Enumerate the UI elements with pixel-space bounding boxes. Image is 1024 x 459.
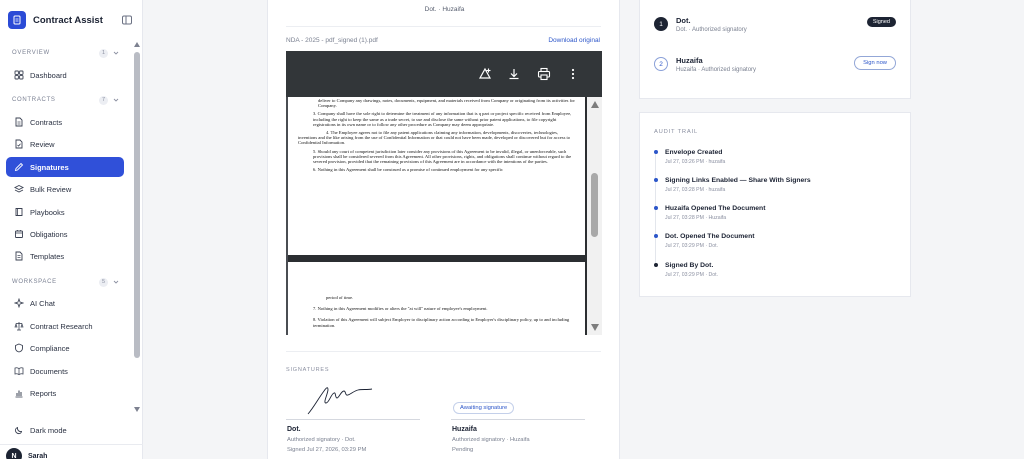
audit-event-meta: Jul 27, 03:28 PM · huzaifa	[665, 187, 726, 193]
layers-icon	[14, 184, 24, 194]
sidebar-item-contract-research[interactable]	[6, 316, 124, 336]
scale-icon	[14, 321, 24, 331]
step-number: 2	[654, 57, 668, 71]
shield-icon	[14, 343, 24, 353]
user-profile[interactable]	[6, 448, 47, 459]
audit-event	[652, 177, 892, 199]
app-logo-icon	[8, 11, 26, 29]
document-icon	[14, 251, 24, 261]
signers-card	[639, 0, 911, 99]
audit-trail-heading: AUDIT TRAIL	[654, 129, 699, 135]
sidebar-item-label: Templates	[30, 251, 65, 261]
pdf-pages	[288, 97, 587, 335]
audit-event-meta: Jul 27, 03:29 PM · Dot.	[665, 272, 719, 278]
sidebar-collapse-icon[interactable]	[121, 13, 133, 25]
sidebar-item-label: Review	[30, 139, 55, 149]
signer-name: Huzaifa	[452, 426, 477, 433]
pdf-page-text	[298, 295, 575, 328]
pdf-paragraph: 5. Should any court of competent jurisdiction later consider any provisions of this Agreement to be invalid, illegal, or unenforceable, such provisions shall be considered severed from this Agreement. All other provisions, rights, and obligations shall continue without regard to the severed provision, provided that the remaining provisions of this Agreement are in accordance with the intentions of the parties.	[313, 148, 572, 165]
signer-row	[654, 54, 899, 82]
signer-name: Dot.	[287, 426, 301, 433]
signed-badge: Signed	[867, 17, 896, 27]
audit-event-meta: Jul 27, 03:29 PM · Dot.	[665, 243, 719, 249]
user-name: Sarah	[28, 452, 48, 459]
audit-event-title: Signed By Dot.	[665, 262, 714, 269]
signer-name: Huzaifa	[676, 56, 703, 65]
file-name: NDA - 2025 - pdf_signed (1).pdf	[286, 37, 378, 44]
sidebar-item-label: Dashboard	[30, 70, 67, 80]
signer-row	[654, 14, 899, 42]
audit-event-title: Signing Links Enabled — Share With Signers	[665, 177, 811, 184]
scrollbar-thumb[interactable]	[591, 173, 598, 237]
more-vertical-icon[interactable]	[566, 67, 580, 81]
pdf-page-text	[298, 98, 575, 172]
signatures-heading: SIGNATURES	[286, 367, 330, 373]
sidebar-item-obligations[interactable]	[6, 224, 124, 244]
brand[interactable]	[8, 9, 103, 31]
sidebar-item-label: Documents	[30, 366, 68, 376]
timeline-dot	[654, 263, 658, 267]
timeline-dot	[654, 234, 658, 238]
pdf-scrollbar[interactable]	[587, 97, 602, 335]
section-label: WORKSPACE	[12, 279, 57, 285]
pdf-paragraph: 4. The Employee agrees not to file any patent applications claiming any information, developments, discoveries, technologies, inventions and the like arising from the use of Confidential Information or that could not have been made, developed or discovered but for access to Confidential Information.	[298, 130, 571, 146]
file-check-icon	[14, 139, 24, 149]
audit-event	[652, 149, 892, 171]
sidebar-item-review[interactable]	[6, 134, 124, 154]
open-book-icon	[14, 366, 24, 376]
sidebar-item-bulk-review[interactable]	[6, 179, 124, 199]
pdf-toolbar	[286, 51, 602, 97]
audit-event-title: Huzaifa Opened The Document	[665, 205, 766, 212]
sidebar-item-label: Reports	[30, 388, 57, 398]
sidebar-item-playbooks[interactable]	[6, 202, 124, 222]
timeline-dot	[654, 178, 658, 182]
scroll-down-icon[interactable]	[591, 324, 599, 331]
sparkles-icon	[14, 298, 24, 308]
sidebar-item-label: Contracts	[30, 117, 63, 127]
pdf-page	[288, 262, 585, 335]
signer-role: Huzaifa · Authorized signatory	[676, 67, 757, 73]
sidebar-item-label: Contract Research	[30, 321, 93, 331]
sidebar-item-label: AI Chat	[30, 298, 56, 308]
section-label: CONTRACTS	[12, 97, 56, 103]
section-count: 7	[99, 96, 108, 105]
pdf-paragraph: 7. Nothing in this Agreement modifies or alters the "at will" nature of employee's employment.	[313, 306, 488, 312]
signer-role: Dot. · Authorized signatory	[676, 27, 747, 33]
download-original-link[interactable]: Download original	[548, 37, 600, 44]
sidebar	[0, 0, 143, 459]
document-parties: Dot. · Huzaifa	[424, 6, 465, 13]
pdf-paragraph: 8. Violation of this Agreement will subject Employer to disciplinary action according to Employer's disciplinary policy, up to and including termination.	[313, 317, 570, 328]
scroll-up-icon[interactable]	[591, 101, 599, 108]
file-icon	[14, 117, 24, 127]
audit-event-meta: Jul 27, 03:26 PM · huzaifa	[665, 159, 726, 165]
section-contracts[interactable]	[12, 94, 120, 106]
section-count: 5	[99, 278, 108, 287]
scroll-up-icon[interactable]	[134, 42, 140, 47]
sidebar-item-label: Compliance	[30, 343, 70, 353]
bar-chart-icon	[14, 388, 24, 398]
sidebar-item-contracts[interactable]	[6, 112, 124, 132]
sidebar-item-label: Obligations	[30, 229, 68, 239]
audit-event	[652, 233, 892, 255]
section-workspace[interactable]	[12, 276, 120, 288]
audit-event-meta: Jul 27, 03:28 PM · Huzaifa	[665, 215, 727, 221]
sidebar-item-label: Bulk Review	[30, 184, 72, 194]
section-overview[interactable]	[12, 47, 120, 59]
sidebar-item-documents[interactable]	[6, 361, 124, 381]
pdf-paragraph: 6. Nothing in this Agreement shall be construed as a promise of continued employment for any specific	[313, 167, 503, 173]
sidebar-item-templates[interactable]	[6, 246, 124, 266]
signature-line	[286, 419, 420, 420]
dashboard-icon	[14, 70, 24, 80]
audit-trail-card	[639, 112, 911, 297]
chevron-down-icon	[112, 96, 120, 104]
signature-line	[451, 419, 585, 420]
download-icon[interactable]	[507, 67, 521, 81]
handwritten-signature	[306, 381, 376, 417]
dark-mode-label: Dark mode	[30, 425, 67, 435]
divider	[286, 26, 601, 27]
audit-event	[652, 205, 892, 227]
dark-mode-toggle[interactable]	[14, 425, 67, 435]
audit-event-title: Dot. Opened The Document	[665, 233, 755, 240]
signed-date: Signed Jul 27, 2026, 03:29 PM	[287, 447, 367, 453]
divider	[286, 351, 601, 352]
timeline-dot	[654, 206, 658, 210]
pen-icon	[14, 162, 24, 172]
document-card	[267, 0, 620, 459]
step-number: 1	[654, 17, 668, 31]
sidebar-item-reports[interactable]	[6, 383, 124, 403]
pdf-page	[288, 97, 585, 255]
section-label: OVERVIEW	[12, 50, 50, 56]
sidebar-item-compliance[interactable]	[6, 338, 124, 358]
pdf-paragraph: deliver to Company any drawings, notes, documents, equipment, and materials received from Company or originating from its activities for Company.	[318, 98, 575, 109]
sidebar-item-label: Playbooks	[30, 207, 65, 217]
app-name: Contract Assist	[33, 14, 103, 26]
chevron-down-icon	[112, 278, 120, 286]
print-icon[interactable]	[537, 67, 551, 81]
pdf-paragraph: 3. Company shall have the sole right to determine the treatment of any information that is q part or project specific received from Employee, including the right to keep the same as a trade secret, to use and disclose the same without prior patent applications, to file copyright registrations in its own name or to follow any other procedure as Company may deem appropriate.	[313, 111, 572, 127]
book-icon	[14, 207, 24, 217]
calendar-icon	[14, 229, 24, 239]
moon-icon	[14, 425, 24, 435]
scrollbar-thumb[interactable]	[134, 52, 140, 358]
timeline-dot	[654, 150, 658, 154]
pdf-paragraph: period of time.	[326, 295, 354, 300]
sign-now-button[interactable]: Sign now	[854, 56, 896, 70]
signer-role: Authorized signatory · Huzaifa	[452, 437, 530, 443]
signer-role: Authorized signatory · Dot.	[287, 437, 356, 443]
pdf-viewer[interactable]	[286, 51, 602, 335]
sidebar-divider	[0, 444, 143, 445]
avatar: N	[6, 448, 22, 459]
sidebar-item-dashboard[interactable]	[6, 65, 124, 85]
signer-status: Pending	[452, 447, 474, 453]
audit-event-title: Envelope Created	[665, 149, 723, 156]
section-count: 1	[99, 49, 108, 58]
chevron-down-icon	[112, 49, 120, 57]
signer-name: Dot.	[676, 16, 691, 25]
scroll-down-icon[interactable]	[134, 407, 140, 412]
sidebar-scrollbar[interactable]	[133, 40, 141, 412]
audit-event	[652, 262, 892, 284]
sidebar-item-signatures[interactable]	[6, 157, 124, 177]
awaiting-signature-badge: Awaiting signature	[453, 402, 514, 414]
annotate-icon[interactable]	[478, 67, 492, 81]
sidebar-item-label: Signatures	[30, 162, 69, 172]
sidebar-item-ai-chat[interactable]	[6, 293, 124, 313]
